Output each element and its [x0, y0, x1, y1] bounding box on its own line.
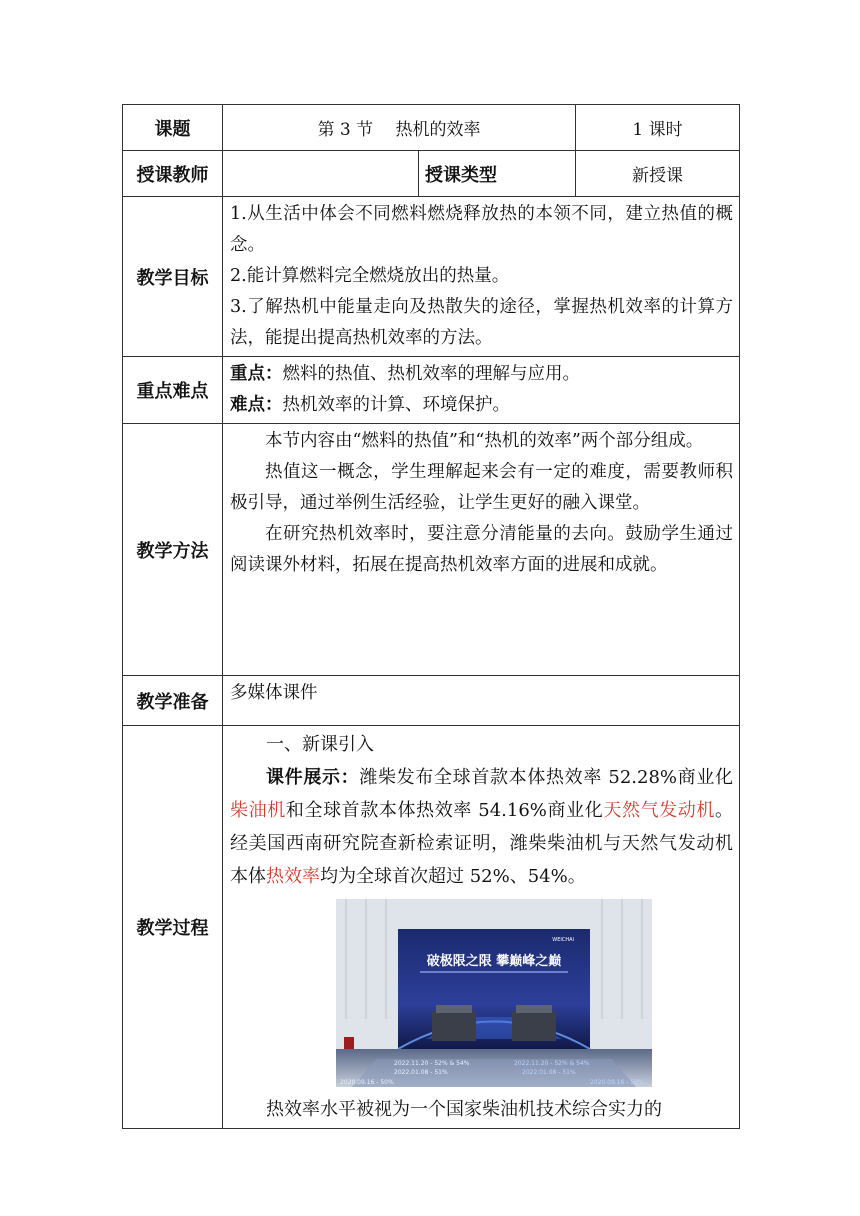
- highlight-diesel: 柴油机: [230, 800, 286, 821]
- method-paragraph: 本节内容由“燃料的热值”和“热机的效率”两个部分组成。: [265, 431, 704, 451]
- difficulty-text: 热机效率的计算、环境保护。: [282, 395, 510, 415]
- intro-text: 潍柴发布全球首款本体热效率 52.28%商业化: [359, 767, 733, 788]
- hours-value: 1 课时: [576, 105, 740, 151]
- type-label: 授课类型: [419, 151, 576, 197]
- photo-illustration: [336, 899, 652, 1087]
- objectives-content: [223, 197, 740, 357]
- milestone-label-left: 2020.09.16 - 50%: [340, 1079, 394, 1086]
- process-heading: 一、新课引入: [266, 734, 374, 755]
- method-label: 教学方法: [123, 424, 223, 676]
- teacher-label: 授课教师: [123, 151, 223, 197]
- prep-text: 多媒体课件: [223, 676, 740, 726]
- highlight-efficiency: 热效率: [266, 866, 320, 887]
- milestone-label-left: 2022.01.08 - 51%: [394, 1069, 448, 1076]
- process-row: [123, 726, 740, 1129]
- objectives-label: 教学目标: [123, 197, 223, 357]
- milestone-label-right: 2020.09.16 - 50%: [590, 1079, 644, 1086]
- objectives-row: [123, 197, 740, 357]
- teacher-value: [223, 151, 419, 197]
- keypoints-label: 重点难点: [123, 357, 223, 424]
- prep-label: 教学准备: [123, 676, 223, 726]
- key-label: 重点：: [230, 364, 283, 384]
- milestone-label-right: 2022.11.20 - 52% & 54%: [514, 1060, 590, 1067]
- milestone-label-right: 2022.01.08 - 51%: [522, 1069, 576, 1076]
- banner-text: 破极限之限 攀巅峰之巅: [426, 954, 562, 969]
- brand-logo-text: WEICHAI: [552, 937, 574, 943]
- method-content: [223, 424, 740, 676]
- show-label: 课件展示：: [266, 767, 360, 788]
- intro-text: 均为全球首次超过 52%、54%。: [320, 866, 586, 887]
- topic-row: [123, 105, 740, 151]
- method-row: [123, 424, 740, 676]
- intro-text: 。经美国西南研究院查新检索证明，潍柴柴油机与天然气发动机本体: [230, 800, 734, 887]
- difficulty-label: 难点：: [230, 395, 283, 415]
- milestone-label-left: 2022.11.20 - 52% & 54%: [394, 1060, 470, 1067]
- key-text: 燃料的热值、热机效率的理解与应用。: [282, 364, 580, 384]
- keypoints-row: [123, 357, 740, 424]
- objective-item: 1.从生活中体会不同燃料燃烧释放热的本领不同，建立热值的概念。: [230, 204, 733, 255]
- type-value: 新授课: [576, 151, 740, 197]
- lesson-plan-table: [122, 104, 740, 1129]
- engine-launch-photo: [336, 899, 652, 1087]
- highlight-gas-engine: 天然气发动机: [603, 800, 716, 821]
- process-tail-text: 热效率水平被视为一个国家柴油机技术综合实力的: [266, 1099, 662, 1120]
- method-paragraph: 热值这一概念，学生理解起来会有一定的难度，需要教师积极引导，通过举例生活经验，让学生更好的融入课堂。: [230, 462, 733, 513]
- prep-row: [123, 676, 740, 726]
- topic-value: 第 3 节 热机的效率: [223, 105, 576, 151]
- objective-item: 2.能计算燃料完全燃烧放出的热量。: [230, 266, 510, 286]
- method-paragraph: 在研究热机效率时，要注意分清能量的去向。鼓励学生通过阅读课外材料，拓展在提高热机效率方面的进展和成就。: [230, 524, 733, 575]
- intro-text: 和全球首款本体热效率 54.16%商业化: [285, 800, 604, 821]
- process-label: 教学过程: [123, 726, 223, 1129]
- process-intro: [230, 761, 733, 893]
- keypoints-content: [223, 357, 740, 424]
- objective-item: 3.了解热机中能量走向及热散失的途径，掌握热机效率的计算方法，能提出提高热机效率的方法。: [230, 297, 733, 348]
- topic-label: 课题: [123, 105, 223, 151]
- process-content: [223, 726, 740, 1129]
- teacher-row: [123, 151, 740, 197]
